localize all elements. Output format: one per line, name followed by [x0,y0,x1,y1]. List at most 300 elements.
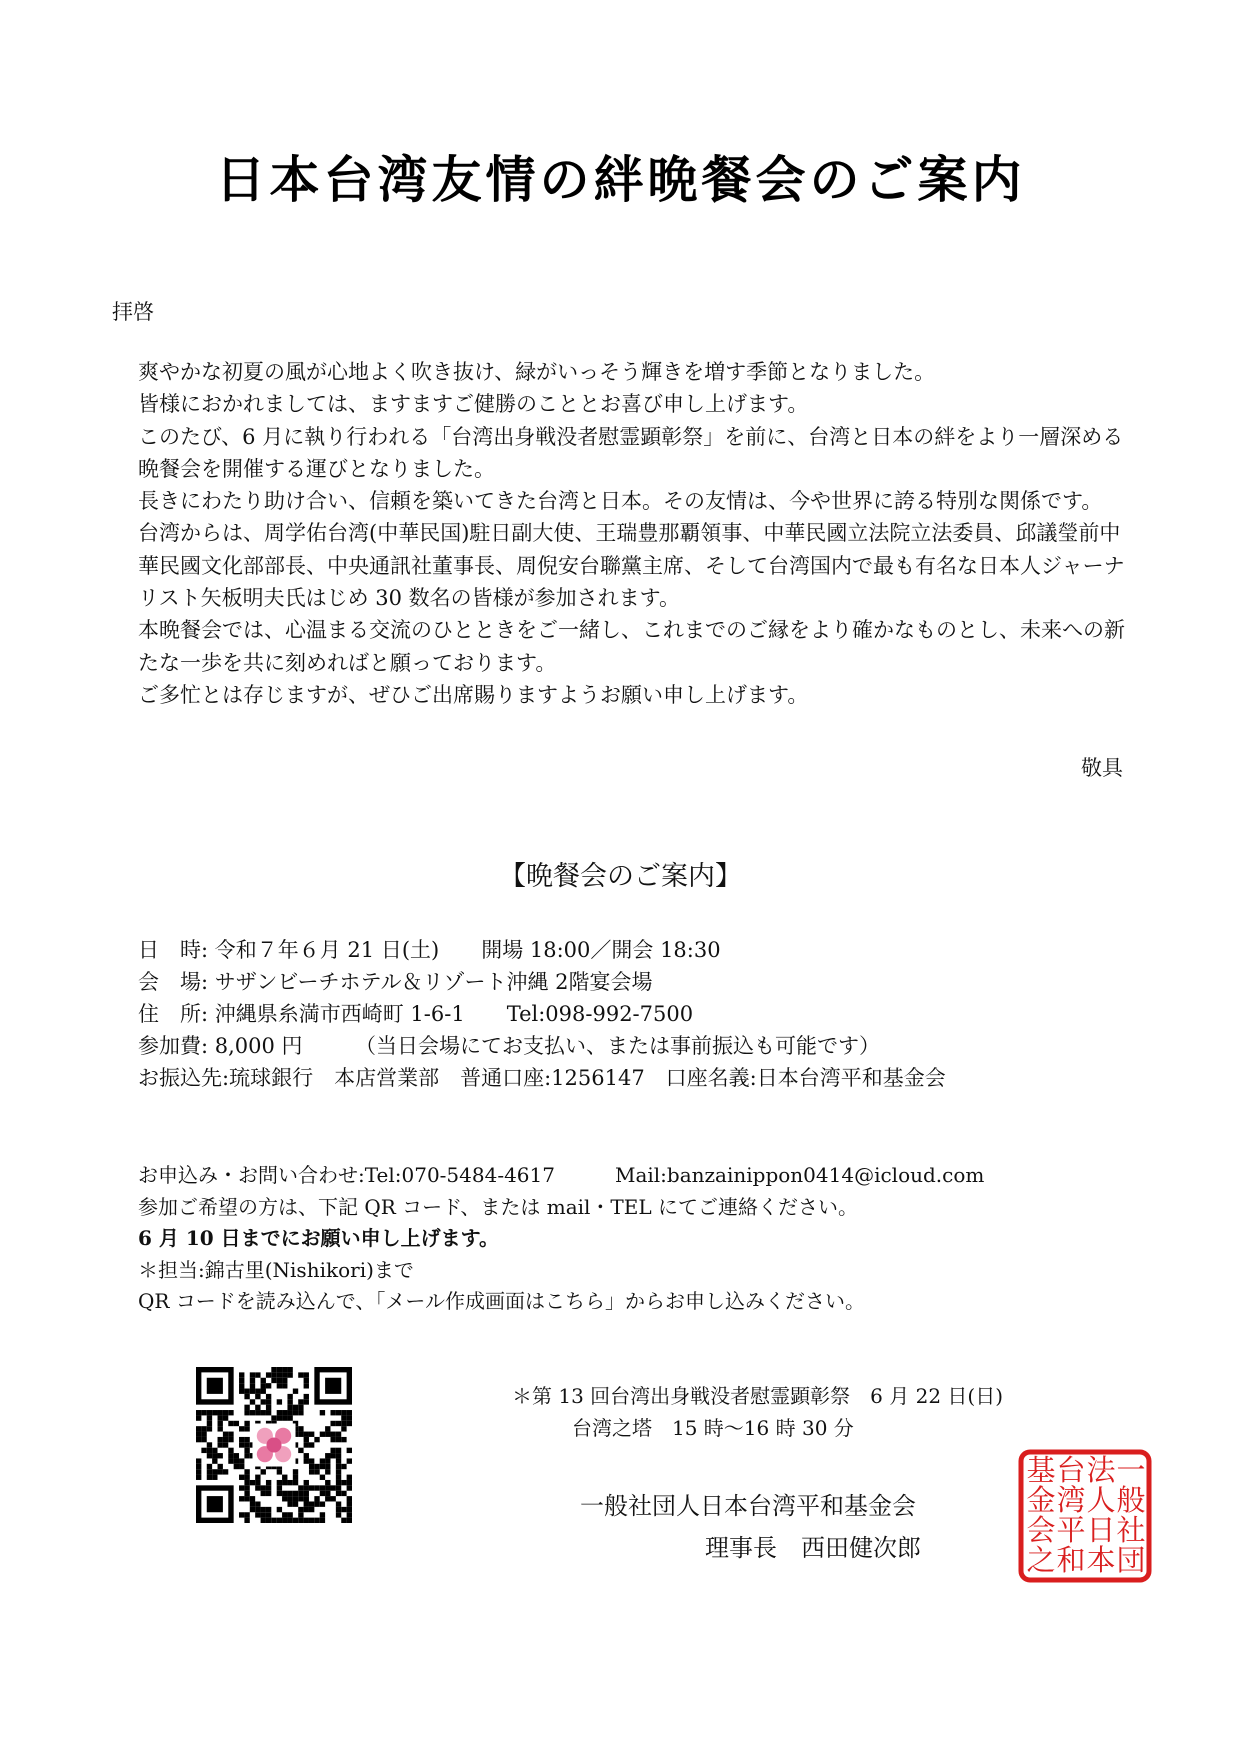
qr-module [212,1475,217,1480]
body-paragraph: 本晩餐会では、心温まる交流のひとときをご一緒し、これまでのご縁をより確かなものとし、未来への新たな一歩を共に刻めればと願っております。 [138,618,1125,675]
qr-module [287,1410,292,1415]
seal-character: 平 [1056,1513,1086,1547]
qr-module [261,1410,266,1415]
qr-module [304,1496,309,1501]
qr-module [309,1442,314,1447]
qr-module [212,1448,217,1453]
qr-module [223,1410,228,1415]
qr-module [304,1458,309,1463]
qr-module [320,1410,325,1415]
qr-module [201,1437,206,1442]
qr-module [261,1507,266,1512]
qr-module [330,1485,335,1490]
qr-module [266,1383,271,1388]
qr-module [244,1480,249,1485]
qr-module [207,1426,212,1431]
qr-module [261,1378,266,1383]
qr-module [261,1389,266,1394]
qr-module [223,1432,228,1437]
qr-module [320,1512,325,1517]
qr-module [282,1518,287,1523]
qr-module [255,1405,260,1410]
qr-module [255,1475,260,1480]
qr-module [239,1378,244,1383]
qr-module [255,1372,260,1377]
qr-module [298,1485,303,1490]
qr-module [347,1496,352,1501]
seal-character: 会 [1026,1513,1056,1547]
qr-module [271,1518,276,1523]
qr-module [218,1437,223,1442]
qr-module [244,1475,249,1480]
qr-module [207,1415,212,1420]
qr-module [298,1410,303,1415]
qr-module [336,1410,341,1415]
qr-module [336,1469,341,1474]
qr-module [304,1491,309,1496]
qr-module [261,1399,266,1404]
seal-character: 法 [1086,1453,1116,1487]
seal-character: 般 [1116,1483,1146,1517]
qr-module [282,1415,287,1420]
qr-module [201,1432,206,1437]
seal-character: 人 [1086,1483,1116,1517]
qr-module [298,1432,303,1437]
qr-module [341,1437,346,1442]
qr-module [325,1496,330,1501]
qr-module [304,1383,309,1388]
qr-module [287,1501,292,1506]
qr-module [207,1464,212,1469]
qr-module [277,1367,282,1372]
qr-module [228,1437,233,1442]
qr-module [244,1405,249,1410]
qr-module [228,1453,233,1458]
qr-module [298,1426,303,1431]
qr-module [336,1475,341,1480]
qr-module [309,1469,314,1474]
qr-module [320,1432,325,1437]
qr-module [218,1464,223,1469]
qr-module [336,1421,341,1426]
qr-module [293,1518,298,1523]
qr-module [277,1378,282,1383]
qr-module [309,1485,314,1490]
qr-module [325,1426,330,1431]
seal-character: 台 [1056,1453,1086,1487]
seal-character: 団 [1116,1543,1146,1577]
qr-module [250,1507,255,1512]
qr-module [207,1448,212,1453]
qr-module [261,1383,266,1388]
qr-module [293,1501,298,1506]
qr-module [201,1426,206,1431]
seal-character: 和 [1056,1543,1086,1577]
qr-module [304,1437,309,1442]
qr-module [223,1415,228,1420]
qr-module [287,1372,292,1377]
qr-module [266,1399,271,1404]
seal-character: 之 [1026,1543,1056,1577]
qr-module [234,1453,239,1458]
qr-module [277,1518,282,1523]
seal-character: 基 [1026,1453,1056,1487]
qr-module [336,1485,341,1490]
qr-module [330,1410,335,1415]
qr-module [304,1399,309,1404]
qr-module [341,1518,346,1523]
qr-module [250,1399,255,1404]
qr-module [304,1394,309,1399]
qr-module [234,1421,239,1426]
qr-module [228,1432,233,1437]
seal-character: 社 [1116,1513,1146,1547]
qr-module [244,1518,249,1523]
qr-module [255,1389,260,1394]
qr-module [314,1464,319,1469]
qr-module [266,1410,271,1415]
contact-instruction: 参加ご希望の方は、下記 QR コード、または mail・TEL にてご連絡ください。 [138,1194,858,1219]
qr-module [304,1485,309,1490]
qr-module [255,1512,260,1517]
qr-module [228,1410,233,1415]
qr-module [250,1372,255,1377]
qr-module [244,1421,249,1426]
qr-module [298,1372,303,1377]
qr-module [218,1421,223,1426]
body-paragraph: 皆様におかれましては、ますますご健勝のこととお喜び申し上げます。 [138,392,809,417]
qr-module [287,1480,292,1485]
qr-module [293,1405,298,1410]
qr-module [282,1512,287,1517]
qr-module [336,1432,341,1437]
qr-module [309,1464,314,1469]
qr-module [234,1464,239,1469]
qr-module [244,1410,249,1415]
qr-module [282,1383,287,1388]
qr-module [282,1410,287,1415]
qr-module [239,1464,244,1469]
qr-module [234,1458,239,1463]
qr-module [218,1469,223,1474]
seal-character: 湾 [1056,1483,1086,1517]
detail-venue: 会 場: サザンビーチホテル＆リゾート沖縄 2階宴会場 [138,970,653,994]
qr-module [320,1485,325,1490]
seal-character: 日 [1086,1513,1116,1547]
qr-module [330,1453,335,1458]
qr-module [347,1410,352,1415]
qr-module [341,1410,346,1415]
qr-module [282,1372,287,1377]
ceremony-line-1: ＊第 13 回台湾出身戦没者慰霊顕彰祭 6 月 22 日(日) [512,1384,1004,1408]
qr-module [293,1475,298,1480]
qr-module [336,1480,341,1485]
qr-module [271,1367,276,1372]
qr-module [347,1475,352,1480]
qr-module [347,1485,352,1490]
qr-module [277,1507,282,1512]
qr-module [309,1458,314,1463]
qr-module [325,1480,330,1485]
qr-module [244,1426,249,1431]
qr-module [309,1507,314,1512]
body-paragraph: 台湾からは、周学佑台湾(中華民国)駐日副大使、王瑞豊那覇領事、中華民國立法院立法委員、邱議瑩前中華民國文化部部長、中央通訊社董事長、周倪安台聯黨主席、そして台湾国内で最も有名な日本人ジャーナリスト矢板明夫氏はじめ 30 数名の皆様が参加されます。 [138,521,1125,611]
qr-module [314,1437,319,1442]
qr-module [212,1469,217,1474]
qr-module [304,1518,309,1523]
qr-module [277,1480,282,1485]
qr-module [287,1405,292,1410]
qr-module [320,1518,325,1523]
qr-module [347,1507,352,1512]
qr-module [325,1469,330,1474]
section-title: 【晩餐会のご案内】 [499,861,742,892]
body-paragraph: このたび、6 月に執り行われる「台湾出身戦没者慰霊顕彰祭」を前に、台湾と日本の絆をより一層深める晩餐会を開催する運びとなりました。 [138,424,1124,481]
qr-module [201,1410,206,1415]
qr-module [207,1421,212,1426]
qr-module [287,1496,292,1501]
qr-module [293,1496,298,1501]
body-paragraph: 爽やかな初夏の風が心地よく吹き抜け、緑がいっそう輝きを増す季節となりました。 [138,360,936,384]
chairman-name: 理事長 西田健次郎 [705,1534,921,1562]
qr-module [287,1415,292,1420]
qr-module [298,1507,303,1512]
qr-module [207,1442,212,1447]
qr-module [336,1453,341,1458]
qr-module [212,1410,217,1415]
qr-module [320,1501,325,1506]
qr-module [304,1453,309,1458]
qr-module [218,1426,223,1431]
contact-deadline: 6 月 10 日までにお願い申し上げます。 [138,1226,500,1250]
page-title: 日本台湾友情の絆晩餐会のご案内 [215,150,1026,209]
qr-module [218,1415,223,1420]
qr-module [330,1432,335,1437]
qr-module [196,1458,201,1463]
qr-module [325,1453,330,1458]
qr-module [196,1475,201,1480]
qr-module [239,1442,244,1447]
qr-module [255,1485,260,1490]
qr-module [277,1415,282,1420]
qr-module [287,1367,292,1372]
qr-module [347,1501,352,1506]
qr-module [196,1426,201,1431]
qr-module [304,1378,309,1383]
qr-module [320,1458,325,1463]
qr-module [277,1491,282,1496]
contact-block [138,1160,984,1318]
qr-module [282,1496,287,1501]
qr-module [244,1453,249,1458]
qr-module [239,1496,244,1501]
qr-module [207,1410,212,1415]
qr-module [304,1480,309,1485]
qr-module [218,1442,223,1447]
qr-module [196,1415,201,1420]
qr-module [255,1480,260,1485]
detail-fee: 参加費: 8,000 円 （当日会場にてお支払い、または事前振込も可能です） [138,1034,881,1058]
qr-module [341,1507,346,1512]
qr-module [282,1378,287,1383]
qr-module [330,1448,335,1453]
detail-date: 日 時: 令和７年６月 21 日(土) 開場 18:00／開会 18:30 [138,938,721,962]
qr-module [325,1458,330,1463]
qr-module [239,1512,244,1517]
qr-module [239,1372,244,1377]
qr-module [325,1432,330,1437]
qr-module [298,1518,303,1523]
qr-module [341,1421,346,1426]
qr-module [244,1437,249,1442]
qr-module [277,1469,282,1474]
qr-module [250,1383,255,1388]
qr-module [277,1399,282,1404]
qr-module [239,1458,244,1463]
qr-module [298,1491,303,1496]
qr-instruction: QR コードを読み込んで、「メール作成画面はこちら」からお申し込みください。 [138,1289,866,1313]
qr-module [250,1410,255,1415]
qr-module [228,1421,233,1426]
qr-module [325,1491,330,1496]
qr-module [228,1458,233,1463]
seal-stamp [1018,1449,1152,1583]
qr-module [341,1480,346,1485]
qr-module [287,1512,292,1517]
qr-module [239,1475,244,1480]
qr-module [223,1437,228,1442]
qr-module [239,1485,244,1490]
qr-module [255,1501,260,1506]
body-paragraph: 長きにわたり助け合い、信頼を築いてきた台湾と日本。その友情は、今や世界に誇る特別な関係です。 [138,489,1103,514]
qr-module [277,1410,282,1415]
qr-module [266,1372,271,1377]
qr-module [320,1464,325,1469]
qr-module [347,1448,352,1453]
qr-module [255,1410,260,1415]
qr-module [277,1383,282,1388]
qr-module [196,1464,201,1469]
contact-inquiry: お申込み・お問い合わせ:Tel:070-5484-4617 Mail:banzainippon0414@icloud.com [138,1163,985,1187]
qr-module [196,1437,201,1442]
qr-module [330,1437,335,1442]
qr-module [228,1448,233,1453]
qr-module [266,1491,271,1496]
qr-module [336,1448,341,1453]
qr-module [266,1485,271,1490]
qr-module [304,1501,309,1506]
qr-module [347,1421,352,1426]
organization-name: 一般社団人日本台湾平和基金会 [580,1492,916,1520]
qr-module [266,1512,271,1517]
detail-address: 住 所: 沖縄県糸満市西崎町 1-6-1 Tel:098-992-7500 [138,1002,694,1026]
qr-module [314,1469,319,1474]
qr-module [287,1399,292,1404]
qr-module [341,1415,346,1420]
qr-module [266,1518,271,1523]
qr-module [223,1469,228,1474]
qr-module [314,1485,319,1490]
qr-module [201,1448,206,1453]
qr-module [293,1389,298,1394]
qr-module [271,1415,276,1420]
qr-module [244,1512,249,1517]
seal-character: 本 [1086,1543,1116,1577]
qr-module [347,1518,352,1523]
salutation: 拝啓 [112,300,154,324]
seal-character: 一 [1116,1453,1146,1487]
qr-module [298,1448,303,1453]
qr-module [314,1496,319,1501]
qr-module [336,1501,341,1506]
qr-module [244,1394,249,1399]
body-paragraph: ご多忙とは存じますが、ぜひご出席賜りますようお願い申し上げます。 [138,682,809,707]
qr-module [325,1464,330,1469]
qr-module [304,1507,309,1512]
qr-module [255,1507,260,1512]
qr-module [347,1415,352,1420]
qr-module [325,1485,330,1490]
ceremony-line-2: 台湾之塔 15 時～16 時 30 分 [572,1416,854,1440]
qr-module [250,1496,255,1501]
qr-module [347,1480,352,1485]
qr-module [330,1421,335,1426]
qr-module [239,1437,244,1442]
qr-module [207,1469,212,1474]
qr-module [282,1367,287,1372]
qr-module [261,1485,266,1490]
qr-module [261,1518,266,1523]
qr-module [261,1469,266,1474]
qr-module [244,1442,249,1447]
qr-module [266,1394,271,1399]
qr-module [282,1491,287,1496]
qr-module [298,1405,303,1410]
qr-module [223,1442,228,1447]
contact-person: ＊担当:錦古里(Nishikori)まで [138,1257,414,1282]
qr-module [244,1485,249,1490]
qr-module [336,1464,341,1469]
qr-module [239,1389,244,1394]
qr-module [293,1410,298,1415]
qr-module [250,1501,255,1506]
qr-module [314,1501,319,1506]
qr-module [277,1485,282,1490]
qr-module [298,1496,303,1501]
qr-module [244,1496,249,1501]
qr-module [287,1394,292,1399]
qr-module [347,1458,352,1463]
qr-module [212,1453,217,1458]
qr-module [277,1372,282,1377]
qr-module [196,1432,201,1437]
qr-module [218,1453,223,1458]
qr-module [271,1378,276,1383]
qr-module [255,1394,260,1399]
qr-module [244,1448,249,1453]
letter-body [138,356,1133,711]
qr-module [271,1372,276,1377]
qr-module [314,1518,319,1523]
qr-module [266,1405,271,1410]
seal-character: 金 [1026,1483,1056,1517]
qr-module [341,1491,346,1496]
qr-module [309,1432,314,1437]
ceremony-info [512,1380,1003,1444]
qr-module [320,1491,325,1496]
qr-code-icon[interactable] [196,1367,352,1523]
qr-module [298,1512,303,1517]
